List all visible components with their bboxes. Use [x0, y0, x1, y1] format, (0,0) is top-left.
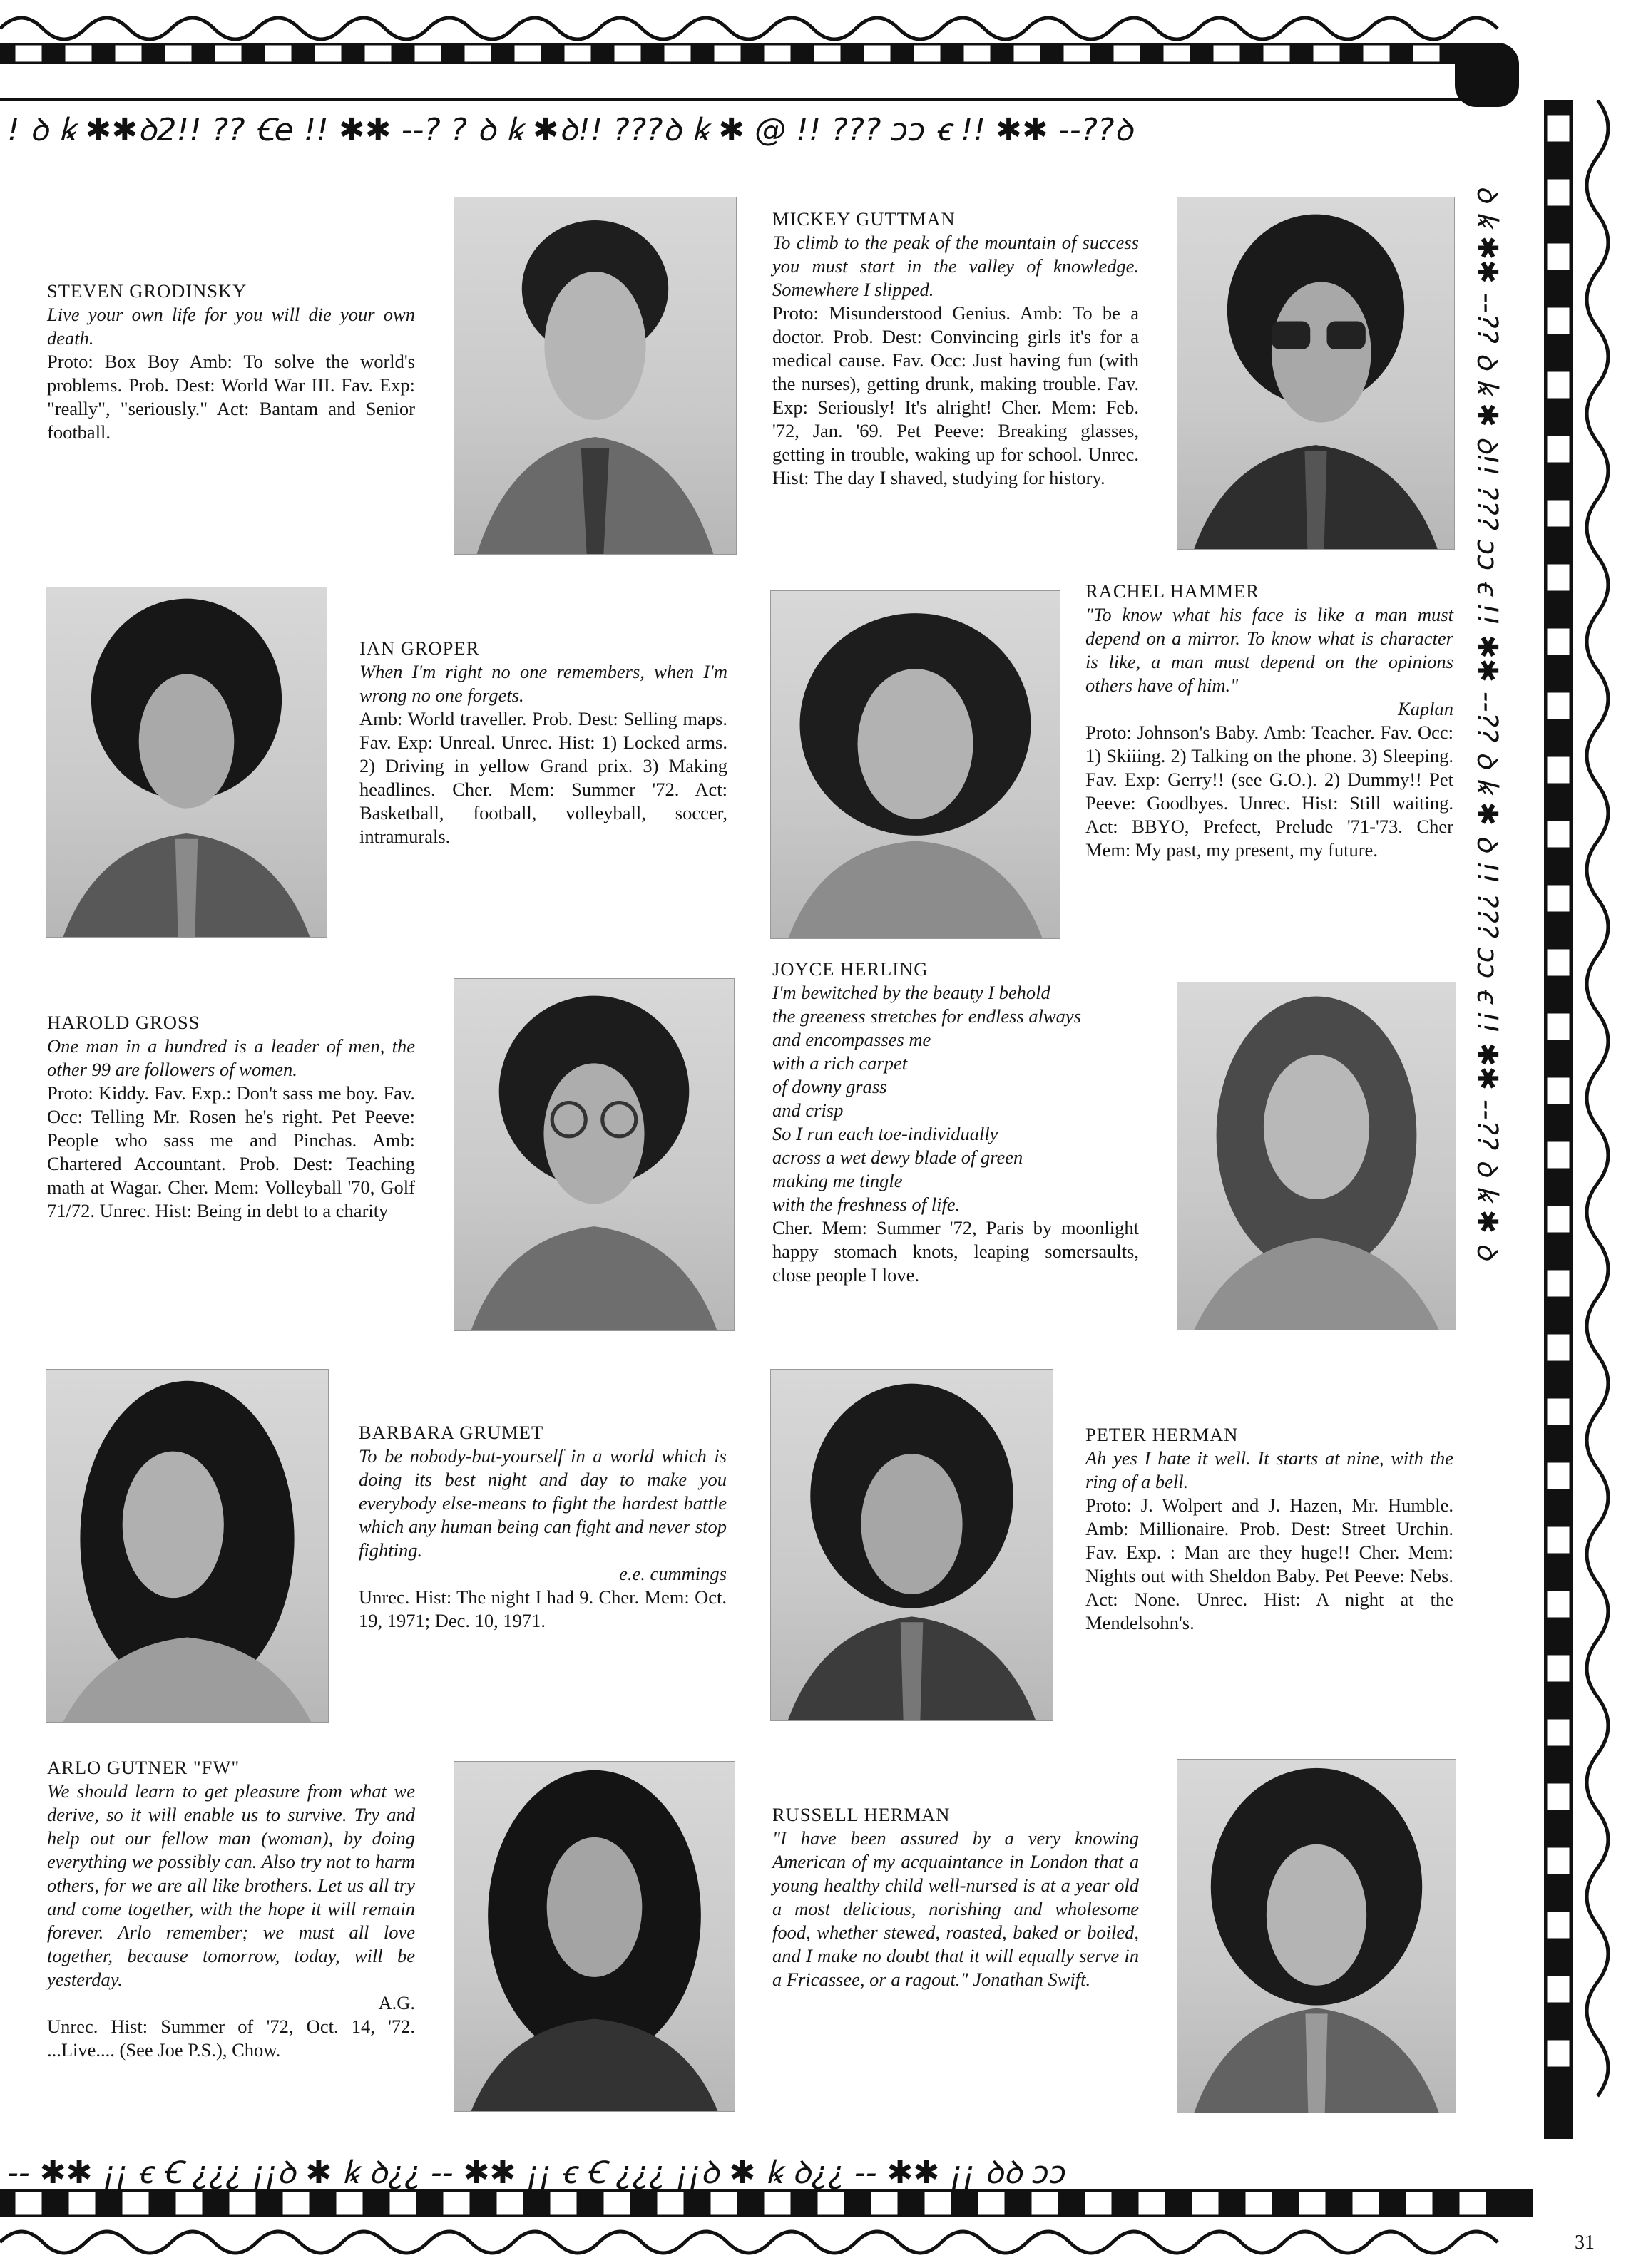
student-quote-line: and encompasses me	[772, 1029, 931, 1050]
student-quote: Ah yes I hate it well. It starts at nine, with the ring of a bell.	[1085, 1447, 1453, 1492]
entry-arlo-gutner	[47, 1756, 415, 2062]
portrait-photo-joyce-herling	[1177, 982, 1456, 1330]
entry-steven-grodinsky	[47, 279, 415, 444]
student-details: Proto: J. Wolpert and J. Hazen, Mr. Humble. Amb: Millionaire. Prob. Dest: Street Urchin. Fav. Exp. : Man are they huge!! Cher. Mem: Nights out with Sheldon Baby. Pet Peeve: Nebs. Act: None. Unrec. Hist: A night at the Mendelsohn's.	[1085, 1494, 1453, 1633]
student-name: PETER HERMAN	[1085, 1424, 1239, 1445]
entry-rachel-hammer	[1085, 580, 1453, 862]
student-quote: We should learn to get pleasure from what we derive, so it will enable us to survive. Try and help out our fellow man (woman), by doing everything we possibly can. Also try not to harm others, for we are all like brothers. Let us all try and come together, with the hope it will remain forever. Arlo remember; we must all love together, because tomorrow, today, will be yesterday.	[47, 1780, 415, 1990]
border-doodle-text-right: ꝺ ꝃ ✱✱ --?? ꝺ ꝃ ✱ ꝺ!! ??? ɔɔ ꞓ !! ✱✱ --?? ꝺ ꝃ ✱ ꝺ !! ??? ɔɔ ꞓ !! ✱✱ --?? ꝺ ꝃ ✱ ꝺ	[1471, 185, 1503, 1260]
entry-barbara-grumet	[359, 1421, 727, 1633]
student-name: STEVEN GRODINSKY	[47, 280, 247, 302]
student-details: Cher. Mem: Summer '72, Paris by moonlight happy stomach knots, leaping somersaults, close people I love.	[772, 1217, 1139, 1286]
student-details: Proto: Johnson's Baby. Amb: Teacher. Fav. Occ: 1) Skiiing. 2) Talking on the phone. 3) Sleeping. Fav. Exp: Gerry!! (see G.O.). 2) Dummy!! Pet Peeve: Goodbyes. Unrec. Hist: Still waiting. Act: BBYO, Prefect, Prelude '71-'73. Cher Mem: My past, my present, my future.	[1085, 722, 1453, 861]
student-name: JOYCE HERLING	[772, 958, 929, 980]
entry-joyce-herling	[772, 958, 1139, 1287]
student-details: Proto: Kiddy. Fav. Exp.: Don't sass me boy. Fav. Occ: Telling Mr. Rosen he's right. Pet Peeve: People who sass me and Pinchas. Amb: Chartered Accountant. Prob. Dest: Teaching math at Wagar. Cher. Mem: Volleyball '70, Golf 71/72. Unrec. Hist: Being in debt to a charity	[47, 1082, 415, 1221]
entry-peter-herman	[1085, 1423, 1453, 1635]
student-quote-line: across a wet dewy blade of green	[772, 1146, 1023, 1168]
quote-attribution: A.G.	[378, 1992, 415, 2013]
student-name: IAN GROPER	[359, 637, 480, 659]
portrait-photo-steven-grodinsky	[454, 197, 737, 555]
student-quote: When I'm right no one remembers, when I'm wrong no one forgets.	[359, 661, 727, 706]
student-quote-line: making me tingle	[772, 1170, 903, 1191]
student-quote: Live your own life for you will die your own death.	[47, 304, 415, 349]
student-details: Proto: Misunderstood Genius. Amb: To be a doctor. Prob. Dest: Convincing girls it's for a medical cause. Fav. Occ: Just having fun (with the nurses), getting drunk, making trouble. Fav. Exp: Seriously! It's alright! Cher. Mem: Feb. '72, Jan. '69. Pet Peeve: Breaking glasses, getting in trouble, waking up for school. Unrec. Hist: The day I shaved, studying for history.	[772, 302, 1139, 488]
portrait-photo-peter-herman	[770, 1369, 1053, 1721]
entry-mickey-guttman	[772, 207, 1139, 490]
entry-harold-gross	[47, 1011, 415, 1223]
portrait-photo-barbara-grumet	[46, 1369, 329, 1723]
border-doodle-text-bottom: -- ✱✱ ¡¡ ꞓ Ꞓ ¿¿¿ ¡¡ꝺ ✱ ꝃ ꝺ¿¿ -- ✱✱ ¡¡ ꞓ Ꞓ ¿¿¿ ¡¡ꝺ ✱ ꝃ ꝺ¿¿ -- ✱✱ ¡¡ ꝺꝺ ɔɔ	[7, 2155, 1067, 2191]
student-details: Unrec. Hist: The night I had 9. Cher. Mem: Oct. 19, 1971; Dec. 10, 1971.	[359, 1586, 727, 1631]
portrait-photo-arlo-gutner	[454, 1761, 735, 2112]
student-details: Amb: World traveller. Prob. Dest: Selling maps. Fav. Exp: Unreal. Unrec. Hist: 1) Locked arms. 2) Driving in yellow Grand prix. 3) Making headlines. Cher. Mem: Summer '72. Act: Basketball, football, volleyball, soccer, intramurals.	[359, 708, 727, 847]
portrait-photo-harold-gross	[454, 978, 735, 1331]
student-quote-line: So I run each toe-individually	[772, 1123, 998, 1144]
student-quote: To be nobody-but-yourself in a world which is doing its best night and day to make you everybody else-means to fight the hardest battle which any human being can fight and never stop fighting.	[359, 1445, 727, 1561]
student-quote: "I have been assured by a very knowing American of my acquaintance in London that a young healthy child well-nursed is at a year old a most delicious, norishing and wholesome food, whether stewed, roasted, baked or boiled, and I make no doubt that it will equally serve in a Fricassee, or a ragout."	[772, 1827, 1139, 1990]
student-details: Proto: Box Boy Amb: To solve the world's problems. Prob. Dest: World War III. Fav. Exp: "really", "seriously." Act: Bantam and Senior football.	[47, 351, 415, 443]
portrait-photo-mickey-guttman	[1177, 197, 1455, 550]
entry-ian-groper	[359, 637, 727, 848]
student-quote: "To know what his face is like a man must depend on a mirror. To know what is character is like, a man must depend on the opinions others have of him."	[1085, 604, 1453, 696]
student-quote: One man in a hundred is a leader of men, the other 99 are followers of women.	[47, 1035, 415, 1080]
portrait-photo-rachel-hammer	[770, 590, 1060, 939]
decorative-border-bottom	[0, 2128, 1569, 2264]
student-quote-line: of downy grass	[772, 1076, 887, 1097]
student-name: ARLO GUTNER "FW"	[47, 1757, 240, 1778]
student-quote-line: the greeness stretches for endless always	[772, 1005, 1082, 1027]
student-name: MICKEY GUTTMAN	[772, 208, 956, 230]
border-doodle-text-top: ! ꝺ ꝃ ✱✱ꝺ2!! ?? Ꞓe !! ✱✱ --? ? ꝺ ꝃ ✱ꝺ!! ???ꝺ ꝃ ✱ @ !! ??? ɔɔ ꞓ !! ✱✱ --??ꝺ	[7, 112, 1133, 148]
student-name: RACHEL HAMMER	[1085, 580, 1259, 602]
quote-attribution: Kaplan	[1397, 698, 1453, 719]
student-name: BARBARA GRUMET	[359, 1422, 544, 1443]
student-quote-line: with the freshness of life.	[772, 1194, 961, 1215]
portrait-photo-ian-groper	[46, 587, 327, 938]
page-number: 31	[1575, 2232, 1595, 2254]
student-name: RUSSELL HERMAN	[772, 1804, 951, 1825]
quote-attribution: Jonathan Swift.	[973, 1969, 1091, 1990]
portrait-photo-russell-herman	[1177, 1759, 1456, 2113]
entry-russell-herman	[772, 1803, 1139, 1991]
student-quote-line: with a rich carpet	[772, 1052, 908, 1074]
student-quote: To climb to the peak of the mountain of success you must start in the valley of knowledge. Somewhere I slipped.	[772, 232, 1139, 300]
student-details: Unrec. Hist: Summer of '72, Oct. 14, '72. ...Live.... (See Joe P.S.), Chow.	[47, 2016, 415, 2061]
student-name: HAROLD GROSS	[47, 1012, 200, 1033]
student-quote-line: and crisp	[772, 1099, 844, 1121]
student-quote-block	[772, 1827, 1139, 1991]
quote-attribution: e.e. cummings	[619, 1563, 727, 1584]
student-quote-line: I'm bewitched by the beauty I behold	[772, 982, 1050, 1003]
